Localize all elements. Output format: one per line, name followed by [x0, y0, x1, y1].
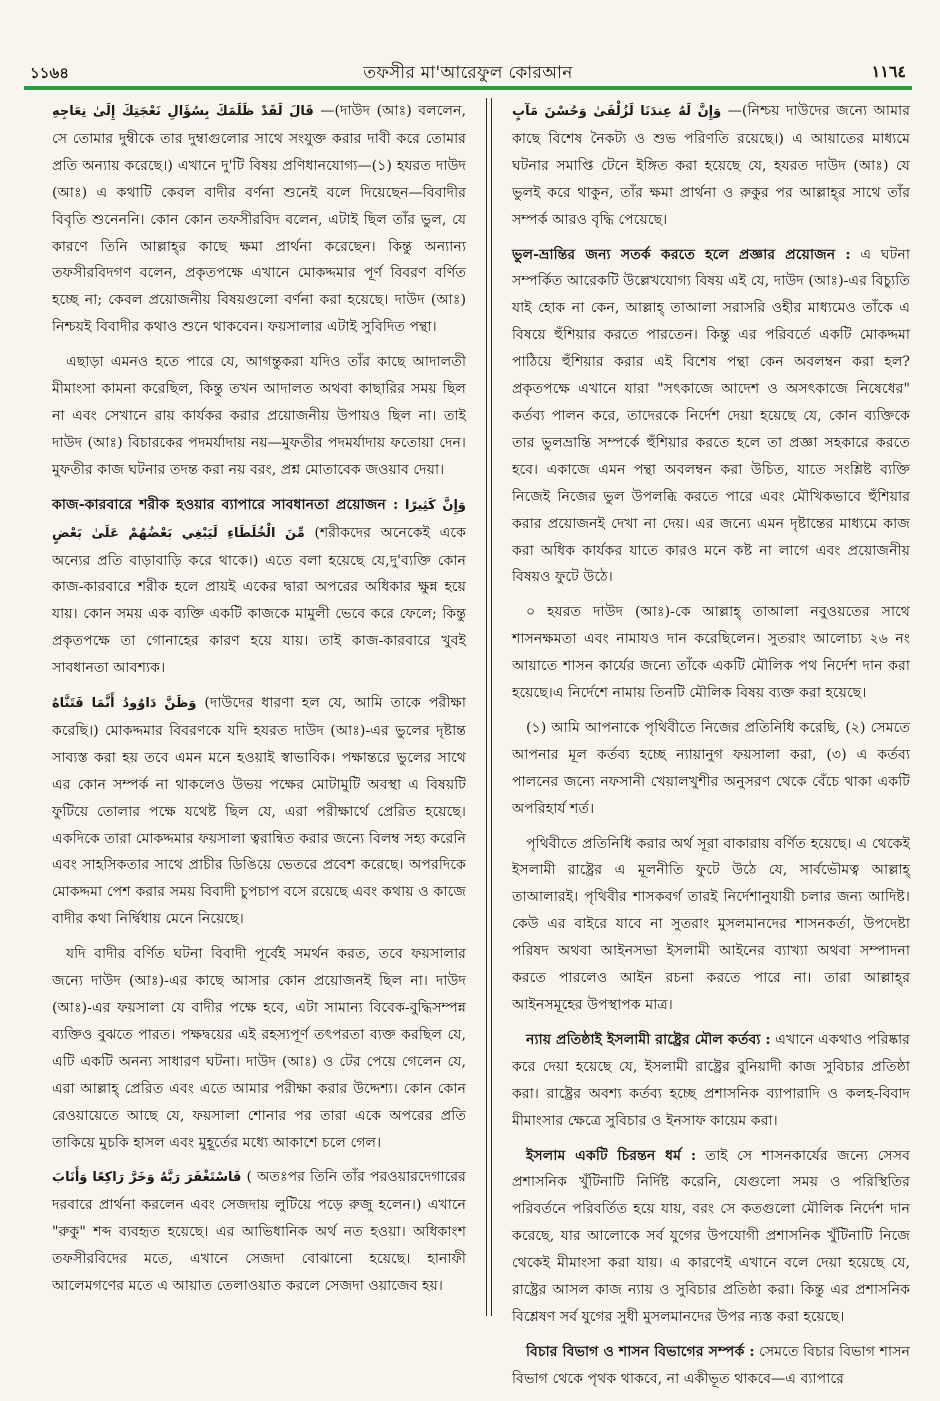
paragraph	[512, 242, 910, 592]
paragraph	[52, 941, 466, 1156]
page-number-right: ١١٦٤	[871, 62, 906, 81]
paragraph-text: (১) আমি আপনাকে পৃথিবীতে নিজের প্রতিনিধি করেছি, (২) সেমতে আপনার মূল কর্তব্য হচ্ছে ন্যায়ানুগ ফয়সালা করা, (৩) এ কর্তব্য পালনের জন্যে নফসানী খেয়ালখুশীর অনুসরণ থেকে বেঁচে থাকা একটি অপরিহার্য শর্ত।	[512, 719, 910, 817]
paragraph	[512, 1339, 910, 1393]
paragraph	[52, 690, 466, 933]
arabic-verse: فَاسْتَغْفَرَ رَبَّهُ وَخَرَّ رَاكِعًا وَأَنَابَ	[52, 1170, 242, 1186]
section-heading: বিচার বিভাগ ও শাসন বিভাগের সম্পর্ক :	[526, 1343, 755, 1360]
section-heading: ভুল-ভ্রান্তির জন্য সতর্ক করতে হলে প্রজ্ঞার প্রয়োজন :	[512, 246, 851, 263]
paragraph	[52, 492, 466, 682]
paragraph-text: তাই সে শাসনকার্যের জন্যে সেসব প্রশাসনিক খুঁটিনাটি নির্দিষ্ট করেনি, যেগুলো সময় ও পরিস্থিতির পরিবর্তনে পরিবর্তিত হয়ে যায়, বরং সে কতগুলো মৌলিক নির্দেশ দান করেছে, যার আলোকে সর্ব যুগের উপযোগী প্রশাসনিক খুঁটিনাটি নিজে থেকেই মীমাংসা করা যায়। এ কারণেই এখানে বলে দেয়া হয়েছে যে, রাষ্ট্রের আসল কাজ ন্যায় ও সুবিচার প্রতিষ্ঠা করা। কিন্তু এর প্রশাসনিক বিশ্লেষণ সর্ব যুগের সুধী মুসলমানদের উপর ন্যস্ত করা হয়েছে।	[512, 1147, 910, 1325]
paragraph	[512, 1143, 910, 1331]
section-heading: ইসলাম একটি চিরন্তন ধর্ম :	[526, 1147, 697, 1164]
paragraph-text: (শরীকদের অনেকেই একে অন্যের প্রতি বাড়াবাড়ি করে থাকে।) এতে বলা হয়েছে যে,দু'ব্যক্তি কোন কাজ-কারবারে শরীক হলে প্রায়ই একের দ্বারা অপরের অধিকার ক্ষুন্ন হয়ে যায়। কোন সময় এক ব্যক্তি একটি কাজকে মামুলী ভেবে করে ফেলে; কিন্তু প্রকৃতপক্ষে তা গোনাহের কারণ হয়ে যায়। তাই কাজ-কারবারে খুবই সাবধানতা আবশ্যক।	[52, 524, 466, 677]
paragraph	[52, 98, 466, 341]
paragraph	[512, 1027, 910, 1135]
arabic-verse: قَالَ لَقَدْ ظَلَمَكَ بِسُؤَالِ نَعْجَتِكَ إِلَىٰ نِعَاجِهِ	[52, 104, 314, 119]
right-column	[512, 98, 910, 1401]
paragraph	[52, 1164, 466, 1300]
column-divider-2	[491, 98, 492, 1316]
paragraph-text: পৃথিবীতে প্রতিনিধি করার অর্থ সূরা বাকারায় বর্ণিত হয়েছে। এ থেকেই ইসলামী রাষ্ট্রের এ মূলনীতি ফুটে উঠে যে, সার্বভৌমত্ব আল্লাহ্‌ তাআলারই। পৃথিবীর শাসকবর্গ তারই নির্দেশানুযায়ী চলার জন্য আদিষ্ট। কেউ এর বাইরে যাবে না সুতরাং মুসলমানদের শাসনকর্তা, উপদেষ্টা পরিষদ অথবা আইনসভা ইসলামী আইনের ব্যাখ্যা অথবা সম্পাদনা করতে পারলেও আইন রচনা করতে পারে না। তারা আল্লাহ্‌র আইনসমূহের উপস্থাপক মাত্র।	[512, 835, 910, 1013]
paragraph	[512, 831, 910, 1019]
header-rule	[24, 86, 912, 90]
paragraph-text: (দাউদের ধারণা হল যে, আমি তাকে পরীক্ষা করেছি।) মোকদ্দমার বিবরণকে যদি হযরত দাউদ (আঃ)-এর ভুলের দৃষ্টান্ত সাব্যস্ত করা হয় তবে এমন মনে হওয়াই স্বাভাবিক। পক্ষান্তরে ভুলের সাথে এর কোন সম্পর্ক না থাকলেও উভয় পক্ষের মোটামুটি অবস্থা এ বিষয়টি ফুটিয়ে তোলার পক্ষে যথেষ্ট ছিল যে, এরা পরীক্ষার্থে প্রেরিত হয়েছে। একদিকে তারা মোকদ্দমার ফয়সালা ত্বরান্বিত করার জন্যে বিলম্ব সহ্য করেনি এবং সাহসিকতার সাথে প্রাচীর ডিঙিয়ে ভেতরে প্রবেশ করেছে। অপরদিকে মোকদ্দমা পেশ করার সময় বিবাদী চুপচাপ বসে রয়েছে এবং কথায় ও কাজে বাদীর কথা নির্দ্বিধায় মেনে নিয়েছে।	[52, 695, 467, 928]
paragraph	[52, 349, 466, 484]
paragraph	[512, 715, 910, 823]
paragraph	[512, 98, 910, 234]
paragraph-text: ০ হযরত দাউদ (আঃ)-কে আল্লাহ্‌ তাআলা নবুওয়তের সাথে শাসনক্ষমতা এবং নামাযও দান করেছিলেন। সুতরাং আলোচ্য ২৬ নং আয়াতে শাসন কার্যের জন্যে তাঁকে একটি মৌলিক পথ নির্দেশ দান করা হয়েছে।এ নির্দেশে নামায় তিনটি মৌলিক বিষয় ব্যক্ত করা হয়েছে।	[512, 604, 910, 702]
paragraph-text: সেমতে বিচার বিভাগ শাসন বিভাগ থেকে পৃথক থাকবে, না একীভূত থাকবে—এ ব্যাপারে	[512, 1343, 910, 1387]
arabic-verse: وَظَنَّ دَاوُودُ أَنَّمَا فَتَنَّاهُ	[52, 696, 197, 712]
left-column	[52, 98, 466, 1308]
page-header	[24, 60, 912, 86]
paragraph-text: যদি বাদীর বর্ণিত ঘটনা বিবাদী পূর্বেই সমর্থন করত, তবে ফয়সালার জন্যে দাউদ (আঃ)-এর কাছে আসার কোন প্রয়োজনই ছিল না। দাউদ (আঃ)-এর ফয়সালা যে বাদীর পক্ষে হবে, এটা সামান্য বিবেক-বুদ্ধিসম্পন্ন ব্যক্তিও বুঝতে পারত। পক্ষদ্বয়ের এই রহস্যপূর্ণ তৎপরতা ব্যক্ত করছিল যে, এটি একটি অনন্য সাধারণ ঘটনা। দাউদ (আঃ) ও টের পেয়ে গেলেন যে, এরা আল্লাহ্‌ প্রেরিত এবং এতে আমার পরীক্ষা করার উদ্দেশ্য। কোন কোন রেওয়ায়েতে আছে যে, ফয়সালা শোনার পর তারা একে অপরের প্রতি তাকিয়ে মুচকি হাসল এবং মুহূর্তের মধ্যে আকাশে চলে গেল।	[52, 946, 466, 1151]
section-heading: কাজ-কারবারে শরীক হওয়ার ব্যাপারে সাবধানতা প্রয়োজন :	[52, 496, 399, 513]
arabic-verse: وَإِنَّ كَثِيرًا مِّنَ الْخُلَطَاءِ لَيَبْغِي بَعْضُهُمْ عَلَىٰ بَعْضٍ	[52, 497, 467, 541]
paragraph-text: —(নিশ্চয় দাউদের জন্যে আমার কাছে বিশেষ নৈকট্য ও শুভ পরিণতি রয়েছে।) এ আয়াতের মাধ্যমে ঘটনার সমাপ্তি টেনে ইঙ্গিত করা হয়েছে যে, হযরত দাউদ (আঃ) যে ভুলই করে থাকুন, তাঁর ক্ষমা প্রার্থনা ও রুকুর পর আল্লাহ্‌র সাথে তাঁর সম্পর্ক আরও বৃদ্ধি পেয়েছে।	[512, 103, 910, 228]
paragraph-text: ( অতঃপর তিনি তাঁর পরওয়ারদেগারের দরবারে প্রার্থনা করলেন এবং সেজদায় লুটিয়ে পড়ে রুজু হলেন।) এখানে "রুকু" শব্দ ব্যবহৃত হয়েছে। এর আভিধানিক অর্থ নত হওয়া। অধিকাংশ তফসীরবিদের মতে, এখানে সেজদা বোঝানো হয়েছে। হানাফী আলেমগণের মতে এ আয়াত তেলাওয়াত করলে সেজদা ওয়াজেব হয়।	[52, 1169, 466, 1295]
paragraph-text: এ ঘটনা সম্পর্কিত আরেকটি উল্লেখযোগ্য বিষয় এই যে, দাউদ (আঃ)-এর বিচ্যুতি যাই হোক না কেন, আল্লাহ্‌ তাআলা সরাসরি ওহীর মাধ্যমেও তাঁকে এ বিষয়ে হুঁশিয়ার করতে পারতেন। কিন্তু এর পরিবর্তে একটি মোকদ্দমা পাঠিয়ে হুঁশিয়ার করার এই বিশেষ পন্থা কেন অবলম্বন করা হল? প্রকৃতপক্ষে এখানে যারা "সৎকাজে আদেশ ও অসৎকাজে নিষেধের" কর্তব্য পালন করে, তাদেরকে নির্দেশ দেয়া হয়েছে যে, কোন ব্যক্তিকে তার ভুলভ্রান্তি সম্পর্কে হুঁশিয়ার করতে হলে তা প্রজ্ঞা সহকারে করতে হবে। একাজে এমন পন্থা অবলম্বন করা উচিত, যাতে সংশ্লিষ্ট ব্যক্তি নিজেই নিজের ভুল উপলব্ধি করতে পারে এবং মৌখিকভাবে হুঁশিয়ার করার প্রয়োজনই দেখা না দেয়। এর জন্যে এমন দৃষ্টান্তের মাধ্যমে কাজ করা অধিক কার্যকর যাতে কারও মনে কষ্ট না লাগে এবং প্রয়োজনীয় বিষয়ও ফুটে উঠে।	[512, 246, 910, 586]
paragraph	[512, 599, 910, 707]
paragraph-text: এছাড়া এমনও হতে পারে যে, আগন্তুকরা যদিও তাঁর কাছে আদালতী মীমাংসা কামনা করেছিল, কিন্তু তখন আদালত অথবা কাছারির সময় ছিল না এবং সেখানে রায় কার্যকর করার প্রয়োজনীয় উপায়ও ছিল না। তাই দাউদ (আঃ) বিচারকের পদমর্যাদায় নয়—মুফতীর পদমর্যাদায় ফতোয়া দেন। মুফতীর কাজ ঘটনার তদন্ত করা নয় বরং, প্রশ্ন মোতাবেক জওয়াব দেয়া।	[52, 354, 466, 478]
page-number-left: ১১৬৪	[30, 64, 69, 82]
arabic-verse: وَإِنَّ لَهُ عِندَنَا لَزُلْفَىٰ وَحُسْنَ مَآبٍ	[512, 104, 722, 119]
paragraph-text: এখানে একথাও পরিষ্কার করে দেয়া হয়েছে যে, ইসলামী রাষ্ট্রের বুনিয়াদী কাজ সুবিচার প্রতিষ্ঠা করা। রাষ্ট্রের অবশ্য কর্তব্য হচ্ছে প্রশাসনিক ব্যাপারাদি ও কলহ-বিবাদ মীমাংসার ক্ষেত্রে সুবিচার ও ইনসাফ কায়েম করা।	[512, 1031, 910, 1129]
section-heading: ন্যায় প্রতিষ্ঠাই ইসলামী রাষ্ট্রের মৌল কর্তব্য :	[526, 1031, 771, 1048]
page-title: তফসীর মা'আরেফুল কোরআন	[363, 63, 573, 83]
column-divider	[486, 98, 487, 1316]
paragraph-text: —(দাউদ (আঃ) বললেন, সে তোমার দুম্বীকে তার দুম্বাগুলোর সাথে সংযুক্ত করার দাবী করে তোমার প্রতি অন্যায় করেছে।) এখানে দু'টি বিষয় প্রণিধানযোগ্য—(১) হযরত দাউদ (আঃ) এ কথাটি কেবল বাদীর বর্ণনা শুনেই বলে দিয়েছেন—বিবাদীর বিবৃতি শুনেননি। কোন কোন তফসীরবিদ বলেন, এটাই ছিল তাঁর ভুল, যে কারণে তিনি আল্লাহ্‌র কাছে ক্ষমা প্রার্থনা করেছেন। কিন্তু অন্যান্য তফসীরবিদগণ বলেন, প্রকৃতপক্ষে এখানে মোকদ্দমার পূর্ণ বিবরণ বর্ণিত হচ্ছে না; কেবল প্রয়োজনীয় বিষয়গুলো বর্ণনা করা হয়েছে। দাউদ (আঃ) নিশ্চয়ই বিবাদীর কথাও শুনে থাকবেন। ফয়সালার এটাই সুবিদিত পন্থা।	[52, 103, 467, 336]
